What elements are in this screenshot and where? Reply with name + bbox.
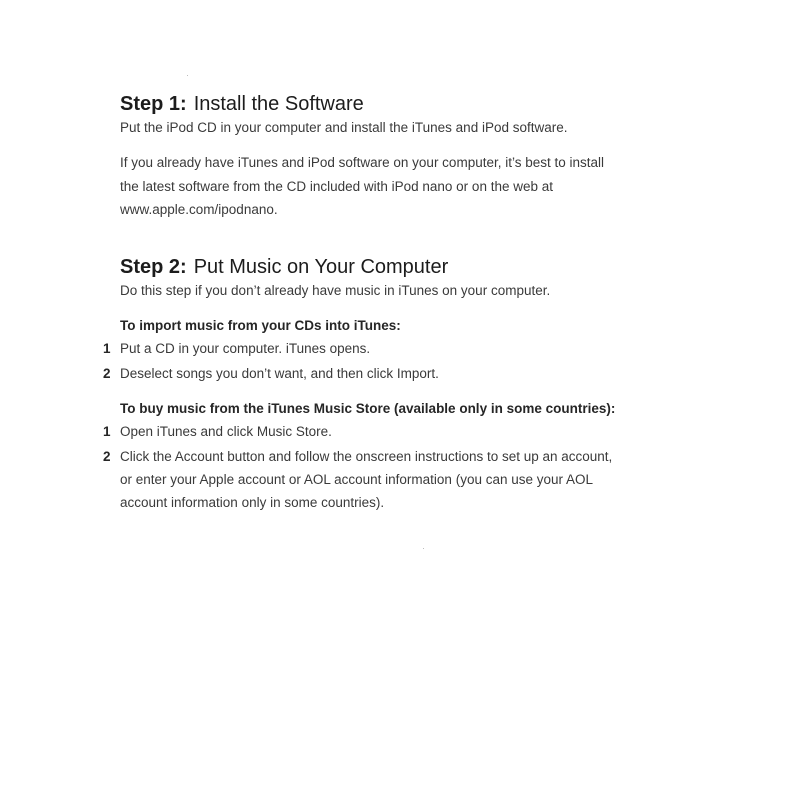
step-2-heading [120, 254, 448, 280]
paragraph-line: www.apple.com/ipodnano. [120, 202, 278, 217]
scan-speck [423, 548, 424, 549]
step-1-label: Step 1: [120, 93, 187, 115]
list-item-text: Deselect songs you don’t want, and then click Import. [120, 366, 439, 381]
buy-music-heading: To buy music from the iTunes Music Store (available only in some countries): [120, 401, 616, 416]
list-item-text: Click the Account button and follow the onscreen instructions to set up an account, [120, 449, 613, 464]
buy-step-2 [103, 445, 613, 514]
step-2-intro: Do this step if you don’t already have music in iTunes on your computer. [120, 283, 551, 298]
list-number: 2 [103, 366, 111, 381]
list-number: 2 [103, 449, 111, 464]
step-1-heading [120, 91, 364, 117]
step-2-label: Step 2: [120, 256, 187, 278]
list-item-text: or enter your Apple account or AOL account information (you can use your AOL [120, 472, 594, 487]
list-number: 1 [103, 424, 111, 439]
paragraph-line: the latest software from the CD included with iPod nano or on the web at [120, 178, 553, 194]
list-number: 1 [103, 341, 111, 356]
step-1-paragraph [120, 151, 604, 222]
step-1-title: Install the Software [193, 93, 364, 115]
scan-speck [187, 75, 188, 76]
step-1-intro: Put the iPod CD in your computer and install the iTunes and iPod software. [120, 120, 568, 135]
list-item-text: account information only in some countries). [120, 495, 385, 510]
import-step-2 [103, 362, 439, 386]
paragraph-line: If you already have iTunes and iPod software on your computer, it’s best to install [120, 155, 605, 170]
list-item-text: Open iTunes and click Music Store. [120, 424, 332, 439]
import-cds-heading: To import music from your CDs into iTunes: [120, 318, 401, 333]
list-item-text: Put a CD in your computer. iTunes opens. [120, 341, 371, 356]
step-2-title: Put Music on Your Computer [193, 256, 449, 278]
buy-step-1 [103, 420, 332, 444]
import-step-1 [103, 337, 371, 361]
